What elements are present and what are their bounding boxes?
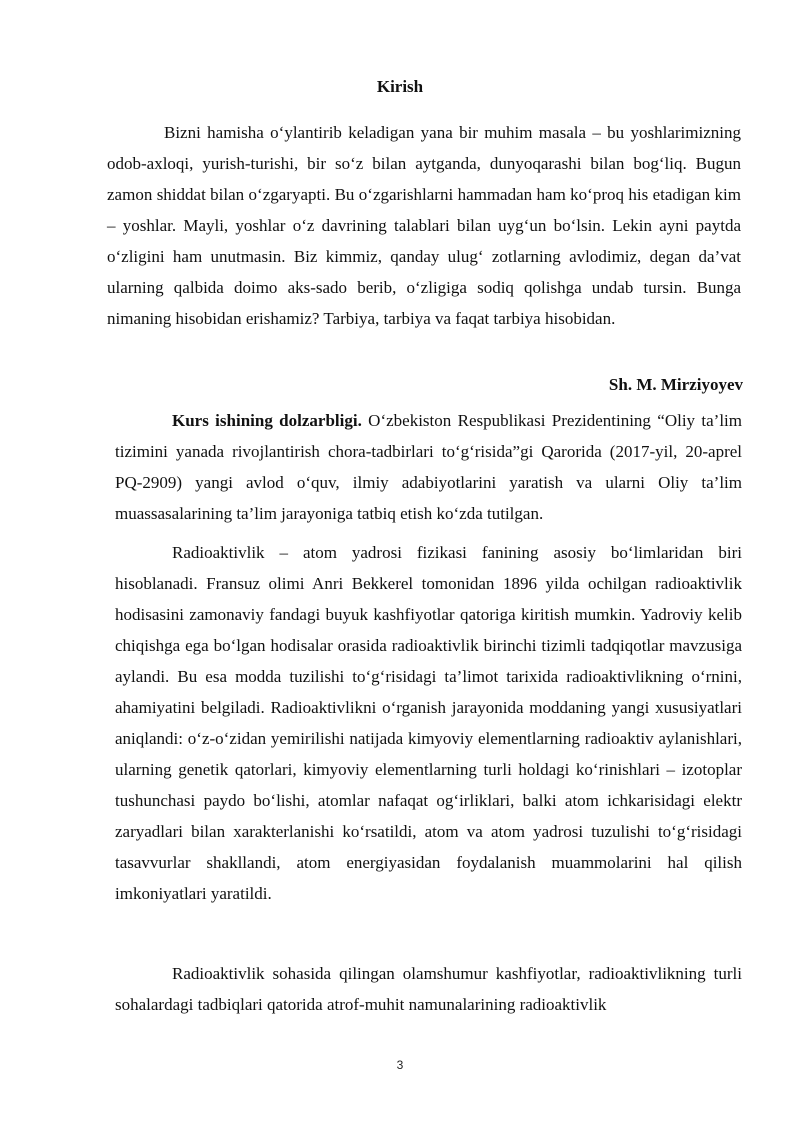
epigraph-author: Sh. M. Mirziyoyev — [608, 375, 743, 394]
epigraph-paragraph: Bizni hamisha o‘ylantirib keladigan yana bir muhim masala – bu yoshlarimizning odob-axloqi, yurish-turishi, bir so‘z bilan aytganda, dunyoqarashi bilan bog‘liq. Bugun zamon shiddat bilan o‘zgaryapti. Bu o‘zgarishlarni hammadan ham ko‘proq his etadigan kim – yoshlar. Mayli, yoshlar o‘z davrining talablari bilan uyg‘un bo‘lsin. Lekin ayni paytda o‘zligini ham unutmasin. Biz kimmiz, qanday ulug‘ zotlarning avlodimiz, degan da’vat ularning qalbida doimo aks-sado berib, o‘zligiga sodiq qolishga undab tursin. Bunga nimaning hisobidan erishamiz? Tarbiya, tarbiya va faqat tarbiya hisobidan. — [107, 123, 741, 328]
relevance-heading: Kurs ishining dolzarbligi. — [172, 411, 362, 430]
radioactivity-paragraph: Radioaktivlik – atom yadrosi fizikasi fanining asosiy bo‘limlaridan biri hisoblanadi. Fransuz olimi Anri Bekkerel tomonidan 1896 yilda ochilgan radioaktivlik hodisasini zamonaviy fandagi buyuk kashfiyotlar qatoriga kiritish mumkin. Yadroviy kelib chiqishga ega bo‘lgan hodisalar orasida radioaktivlik birinchi tizimli tadqiqotlar mavzusiga aylandi. Bu esa modda tuzilishi to‘g‘risidagi ta’limot tarixida radioaktivlikning o‘rnini, ahamiyatini belgiladi. Radioaktivlikni o‘rganish jarayonida moddaning yangi xususiyatlari aniqlandi: o‘z-o‘zidan yemirilishi natijada kimyoviy elementlarning radioaktiv aylanishlari, ularning genetik qatorlari, kimyoviy elementlarning turli holdagi ko‘rinishlari – izotoplar tushunchasi paydo bo‘lishi, atomlar nafaqat og‘irliklari, balki atom ichkarisidagi elektr zaryadlari bilan xarakterlanishi ko‘rsatildi, atom va atom yadrosi tuzulishi to‘g‘risidagi tasavvurlar shakllandi, atom energiyasidan foydalanish muammolarini hal qilish imkoniyatlari yaratildi. — [115, 543, 742, 903]
relevance-paragraph — [115, 405, 742, 529]
page-number: 3 — [396, 1058, 404, 1072]
discoveries-paragraph: Radioaktivlik sohasida qilingan olamshumur kashfiyotlar, radioaktivlikning turli sohalardagi tadbiqlari qatorida atrof-muhit namunalarining radioaktivlik — [115, 964, 742, 1014]
relevance-text: O‘zbekiston Respublikasi Prezidentining “Oliy ta’lim tizimini yanada rivojlantirish chora-tadbirlari to‘g‘risida”gi Qarorida (2017-yil, 20-aprel PQ-2909) yangi avlod o‘quv, ilmiy adabiyotlarini yaratish va ularni Oliy ta’lim muassasalarining ta’lim jarayoniga tatbiq etish ko‘zda tutilgan. — [115, 411, 742, 523]
page-title: Kirish — [376, 77, 424, 96]
